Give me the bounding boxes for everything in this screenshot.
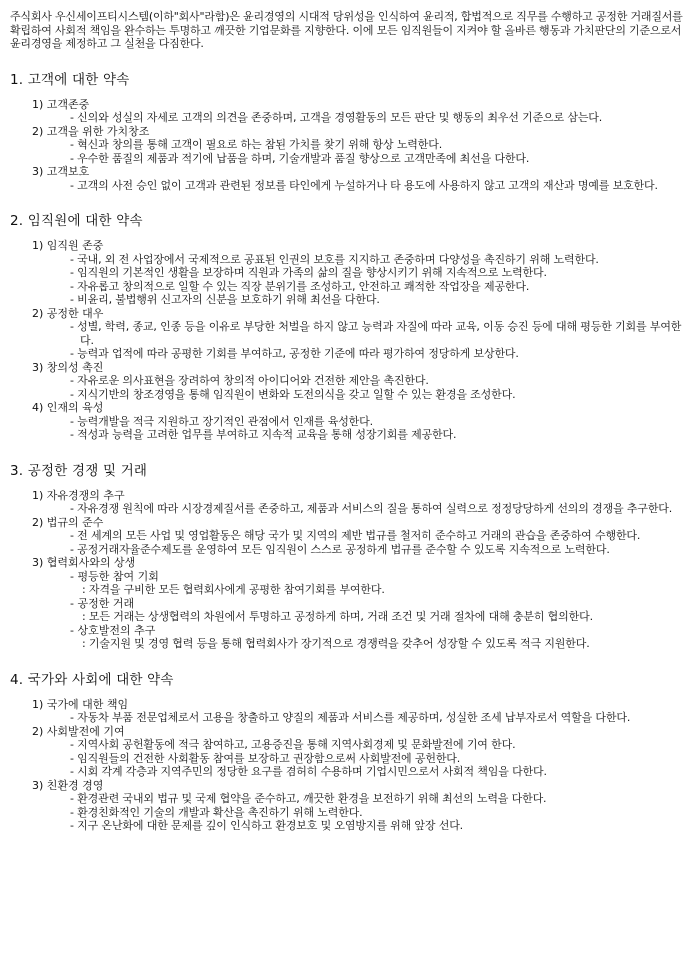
- list-item: - 능력개발을 적극 지원하고 장기적인 관점에서 인재를 육성한다.: [70, 414, 373, 428]
- subsection: [32, 725, 687, 779]
- sections-container: [10, 68, 687, 833]
- subsection-title: 2) 공정한 대우: [32, 306, 104, 320]
- section-title: 1. 고객에 대한 약속: [10, 71, 130, 88]
- subsection-title: 3) 창의성 촉진: [32, 360, 104, 374]
- group-detail: : 자격을 구비한 모든 협력회사에게 공평한 참여기회를 부여한다.: [82, 583, 385, 596]
- list-item: - 비윤리, 불법행위 신고자의 신분을 보호하기 위해 최선을 다한다.: [70, 293, 380, 306]
- list-item: - 지식기반의 창조경영을 통해 임직원이 변화와 도전의식을 갖고 일할 수 있는 환경을 조성한다.: [70, 387, 516, 401]
- list-item: - 혁신과 창의를 통해 고객이 필요로 하는 참된 가치를 찾기 위해 항상 노력한다.: [70, 138, 443, 151]
- subsection-title: 3) 협력회사와의 상생: [32, 556, 136, 569]
- subsection: [32, 516, 687, 557]
- subsection-title: 1) 임직원 존중: [32, 239, 104, 252]
- section: [10, 68, 687, 193]
- subsection-title: 4) 인재의 육성: [32, 401, 104, 414]
- subsection-title: 2) 고객을 위한 가치창조: [32, 124, 150, 138]
- list-item: - 자동차 부품 전문업체로서 고용을 창출하고 양질의 제품과 서비스를 제공하며, 성실한 조세 납부자로서 역할을 다한다.: [70, 711, 631, 724]
- subsection-title: 1) 고객존중: [32, 97, 90, 111]
- section-title: 4. 국가와 사회에 대한 약속: [10, 671, 174, 688]
- subsection-title: 3) 친환경 경영: [32, 778, 104, 792]
- subsection: [32, 401, 687, 442]
- list-item: - 자유로운 의사표현을 장려하여 창의적 아이디어와 건전한 제안을 촉진한다.: [70, 374, 429, 387]
- list-item: - 지구 온난화에 대한 문제를 깊이 인식하고 환경보호 및 오염방지를 위해 앞장 선다.: [70, 819, 464, 832]
- section-title: 3. 공정한 경쟁 및 거래: [10, 462, 148, 479]
- group-detail: : 모든 거래는 상생협력의 차원에서 투명하고 공정하게 하며, 거래 조건 및 거래 절차에 대해 충분히 협의한다.: [82, 610, 593, 623]
- subsection: [32, 698, 687, 725]
- section-title: 2. 임직원에 대한 약속: [10, 213, 143, 229]
- group-label: - 평등한 참여 기회: [70, 569, 159, 583]
- list-item: - 환경친화적인 기술의 개발과 확산을 촉진하기 위해 노력한다.: [70, 805, 363, 819]
- intro-paragraph: 주식회사 우신세이프티시스템(이하"회사"라함)은 윤리경영의 시대적 당위성을 인식하여 윤리적, 합법적으로 직무를 수행하고 공정한 거래질서를 확립하여 사회적 책임을 완수하는 투명하고 깨끗한 기업문화를 지향한다. 이에 모든 임직원들이 지켜야 할 올바른 행동과 가치판단의 기준으로서 윤리경영을 제정하고 그 실천을 다짐한다.: [10, 10, 683, 50]
- list-item: - 우수한 품질의 제품과 적기에 납품을 하며, 기술개발과 품질 향상으로 고객만족에 최선을 다한다.: [70, 151, 530, 165]
- subsection-title: 3) 고객보호: [32, 165, 90, 178]
- group-detail: : 기술지원 및 경영 협력 등을 통해 협력회사가 장기적으로 경쟁력을 갖추어 성장할 수 있도록 적극 지원한다.: [82, 637, 590, 650]
- subsection: [32, 98, 687, 125]
- subsection-title: 2) 법규의 준수: [32, 515, 104, 529]
- group-label: - 공정한 거래: [70, 596, 135, 610]
- subsection: [32, 556, 687, 651]
- list-item: - 능력과 업적에 따라 공평한 기회를 부여하고, 공정한 기준에 따라 평가하여 정당하게 보상한다.: [70, 347, 519, 360]
- list-item: - 임직원들의 건전한 사회활동 참여를 보장하고 권장함으로써 사회발전에 공헌한다.: [70, 751, 461, 765]
- subsection-title: 1) 자유경쟁의 추구: [32, 488, 125, 502]
- subsection: [32, 489, 687, 516]
- subsection-title: 1) 국가에 대한 책임: [32, 697, 129, 711]
- list-item: - 국내, 외 전 사업장에서 국제적으로 공표된 인권의 보호를 지지하고 존중하며 다양성을 촉진하기 위해 노력한다.: [70, 252, 599, 266]
- subsection-title: 2) 사회발전에 기여: [32, 724, 125, 738]
- subsection: [32, 361, 687, 402]
- list-item: - 적성과 능력을 고려한 업무를 부여하고 지속적 교육을 통해 성장기회를 제공한다.: [70, 428, 457, 441]
- subsection: [32, 307, 687, 361]
- subsection: [32, 779, 687, 833]
- subsection: [32, 165, 687, 192]
- list-item: - 지역사회 공헌활동에 적극 참여하고, 고용증진을 통해 지역사회경제 및 문화발전에 기여 한다.: [70, 738, 516, 751]
- section: [10, 459, 687, 651]
- section: [10, 209, 687, 442]
- list-item: - 전 세계의 모든 사업 및 영업활동은 해당 국가 및 지역의 제반 법규를 철저히 준수하고 거래의 관습을 존중하여 수행한다.: [70, 529, 641, 542]
- list-item: - 임직원의 기본적인 생활을 보장하며 직원과 가족의 삶의 질을 향상시키기 위해 지속적으로 노력한다.: [70, 266, 547, 279]
- group-label: - 상호발전의 추구: [70, 623, 156, 637]
- subsection: [32, 239, 687, 307]
- subsection: [32, 125, 687, 166]
- list-item: - 고객의 사전 승인 없이 고객과 관련된 정보를 타인에게 누설하거나 타 용도에 사용하지 않고 고객의 재산과 명예를 보호한다.: [70, 178, 658, 192]
- list-item: - 시회 각계 각층과 지역주민의 정당한 요구를 겸허히 수용하며 기업시민으로서 사회적 책임을 다한다.: [70, 765, 547, 778]
- list-item: - 신의와 성실의 자세로 고객의 의견을 존중하며, 고객을 경영활동의 모든 판단 및 행동의 최우선 기준으로 삼는다.: [70, 111, 603, 124]
- section: [10, 668, 687, 833]
- list-item: - 환경관련 국내외 법규 및 국제 협약을 준수하고, 깨끗한 환경을 보전하기 위해 최선의 노력을 다한다.: [70, 792, 547, 805]
- list-item: - 자유롭고 창의적으로 일할 수 있는 직장 분위기를 조성하고, 안전하고 쾌적한 작업장을 제공한다.: [70, 279, 530, 293]
- list-item: - 자유경쟁 원칙에 따라 시장경제질서를 존중하고, 제품과 서비스의 질을 통하여 실력으로 정정당당하게 선의의 경쟁을 추구한다.: [70, 502, 673, 515]
- list-item: - 공정거래자율준수제도를 운영하여 모든 임직원이 스스로 공정하게 법규를 준수할 수 있도록 지속적으로 노력한다.: [70, 542, 610, 556]
- list-item: - 성별, 학력, 종교, 인종 등을 이유로 부당한 처벌을 하지 않고 능력과 자질에 따라 교육, 이동 승진 등에 대해 평등한 기회를 부여한다.: [70, 320, 682, 347]
